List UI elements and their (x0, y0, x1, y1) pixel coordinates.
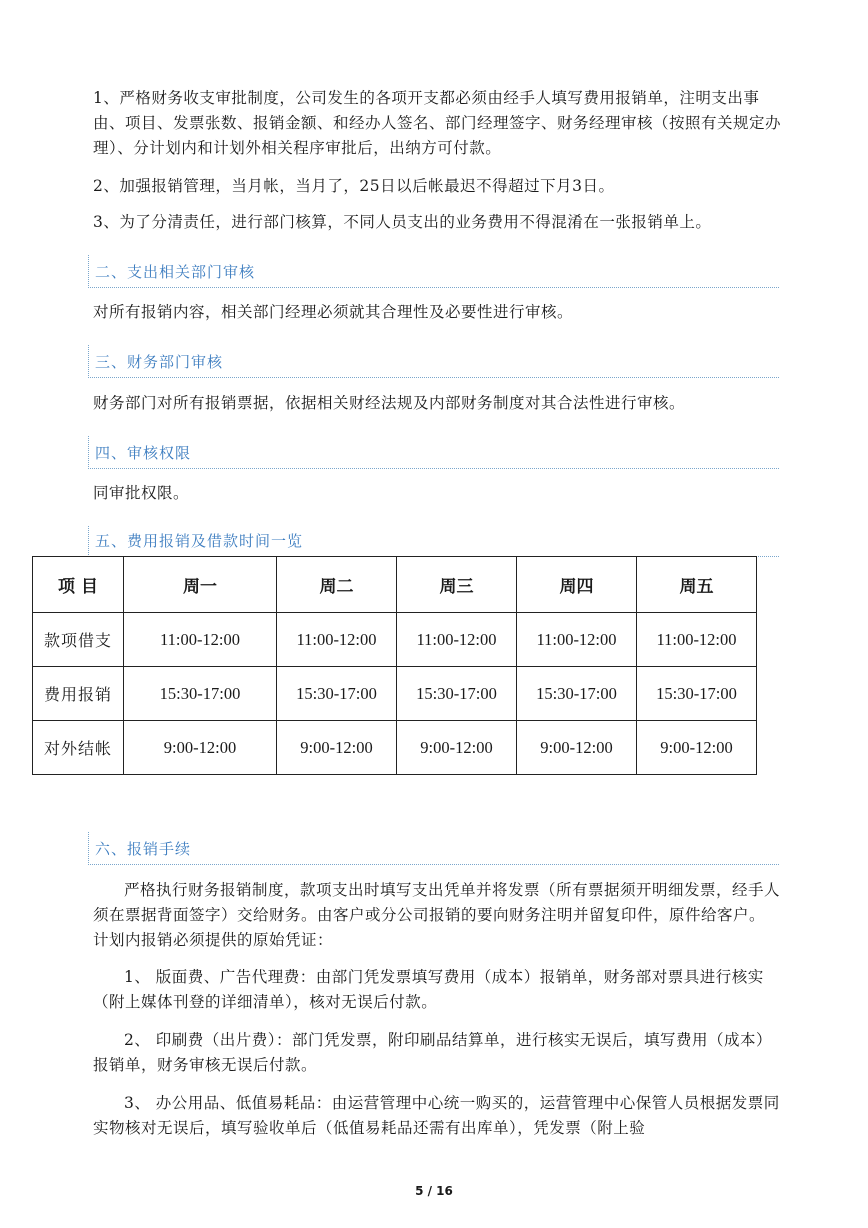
section-6-item-2: 2、 印刷费（出片费）：部门凭发票，附印刷品结算单，进行核实无误后，填写费用（成本）报销单，财务审核无误后付款。 (93, 1031, 773, 1074)
section-4-body: 同审批权限。 (93, 484, 190, 502)
table-cell: 11:00-12:00 (517, 613, 637, 667)
table-header-cell: 周五 (637, 557, 757, 613)
schedule-table (32, 556, 757, 775)
table-cell: 11:00-12:00 (277, 613, 397, 667)
row-label: 款项借支 (33, 613, 124, 667)
section-heading-5-text: 五、费用报销及借款时间一览 (95, 532, 304, 550)
section-heading-6 (88, 832, 779, 865)
table-cell: 9:00-12:00 (637, 721, 757, 775)
section-6-item-3: 3、 办公用品、低值易耗品：由运营管理中心统一购买的，运营管理中心保管人员根据发票同实物核对无误后，填写验收单后（低值易耗品还需有出库单），凭发票（附上验 (93, 1094, 780, 1137)
table-header-cell: 周一 (124, 557, 277, 613)
section-heading-3-text: 三、财务部门审核 (95, 353, 224, 371)
table-header-row (33, 557, 757, 613)
section-heading-5 (88, 526, 779, 557)
row-label: 费用报销 (33, 667, 124, 721)
table-cell: 11:00-12:00 (397, 613, 517, 667)
section-heading-2-text: 二、支出相关部门审核 (95, 263, 256, 281)
table-row (33, 667, 757, 721)
section-heading-2 (88, 255, 779, 288)
table-cell: 15:30-17:00 (637, 667, 757, 721)
table-cell: 15:30-17:00 (124, 667, 277, 721)
section-heading-4 (88, 436, 779, 469)
table-row (33, 613, 757, 667)
table-header-cell: 周二 (277, 557, 397, 613)
table-header-cell: 周四 (517, 557, 637, 613)
section-3-body: 财务部门对所有报销票据，依据相关财经法规及内部财务制度对其合法性进行审核。 (93, 394, 686, 412)
rule-paragraph-1: 1、严格财务收支审批制度，公司发生的各项开支都必须由经手人填写费用报销单，注明支出事由、项目、发票张数、报销金额、和经办人签名、部门经理签字、财务经理审核（按照有关规定办理）、分计划内和计划外相关程序审批后，出纳方可付款。 (93, 89, 782, 157)
section-6-paragraph: 严格执行财务报销制度，款项支出时填写支出凭单并将发票（所有票据须开明细发票，经手人须在票据背面签字）交给财务。由客户或分公司报销的要向财务注明并留复印件，原件给客户。 计划内报销必须提供的原始凭证： (93, 881, 781, 949)
table-cell: 11:00-12:00 (124, 613, 277, 667)
table-cell: 9:00-12:00 (397, 721, 517, 775)
table-cell: 11:00-12:00 (637, 613, 757, 667)
table-header-cell: 周三 (397, 557, 517, 613)
table-cell: 9:00-12:00 (277, 721, 397, 775)
table-cell: 15:30-17:00 (397, 667, 517, 721)
row-label: 对外结帐 (33, 721, 124, 775)
section-heading-4-text: 四、审核权限 (95, 444, 192, 462)
section-2-body: 对所有报销内容，相关部门经理必须就其合理性及必要性进行审核。 (93, 303, 574, 321)
table-cell: 9:00-12:00 (124, 721, 277, 775)
section-heading-3 (88, 345, 779, 378)
table-header-cell: 项 目 (33, 557, 124, 613)
section-6-item-1: 1、 版面费、广告代理费：由部门凭发票填写费用（成本）报销单，财务部对票具进行核实（附上媒体刊登的详细清单），核对无误后付款。 (93, 968, 764, 1011)
table-cell: 9:00-12:00 (517, 721, 637, 775)
table-row (33, 721, 757, 775)
table-cell: 15:30-17:00 (277, 667, 397, 721)
section-heading-6-text: 六、报销手续 (95, 840, 192, 858)
page-number: 5 / 16 (415, 1184, 453, 1198)
table-cell: 15:30-17:00 (517, 667, 637, 721)
rule-paragraph-3: 3、为了分清责任，进行部门核算，不同人员支出的业务费用不得混淆在一张报销单上。 (93, 213, 712, 231)
rule-paragraph-2: 2、加强报销管理，当月帐，当月了，25日以后帐最迟不得超过下月3日。 (93, 177, 615, 195)
